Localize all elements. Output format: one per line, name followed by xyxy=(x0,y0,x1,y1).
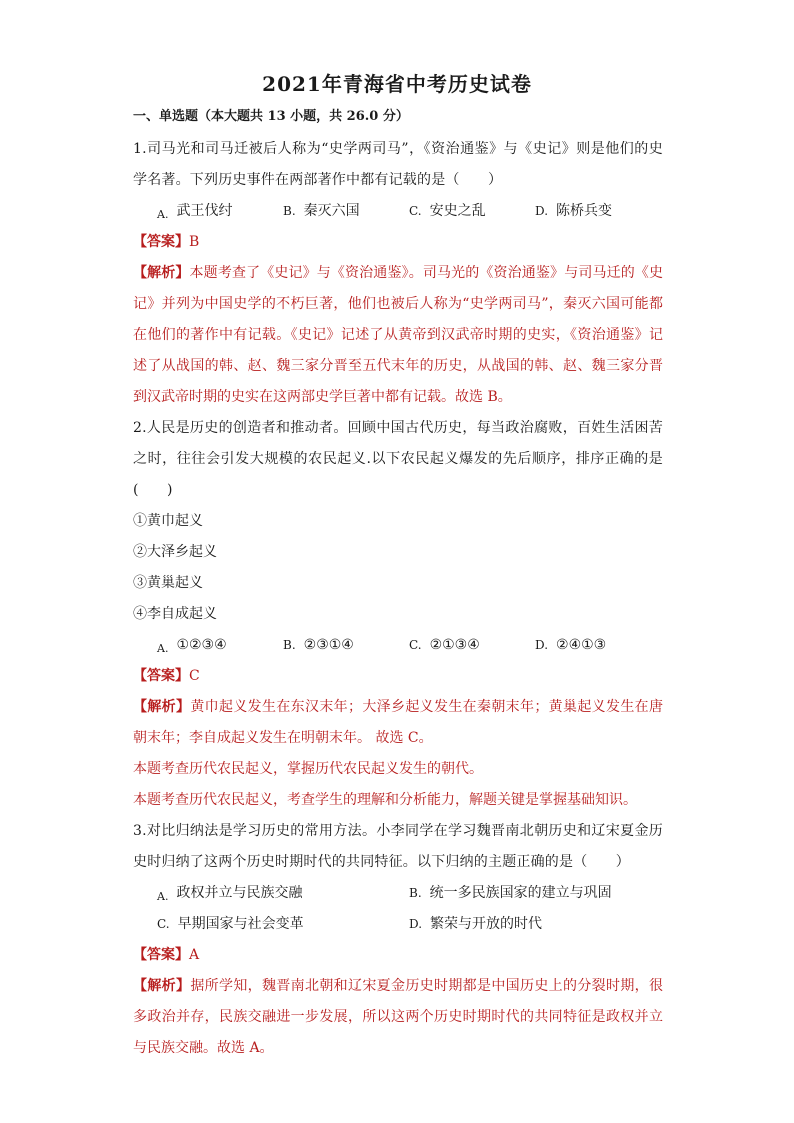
question-1-answer xyxy=(133,227,663,258)
question-3-option-b xyxy=(409,878,661,909)
question-3-analysis xyxy=(133,971,663,1064)
option-text: ②①③④ xyxy=(429,637,480,653)
option-letter: B. xyxy=(283,204,296,218)
question-2-item-2: ②大泽乡起义 xyxy=(133,544,217,560)
section-heading: 一、单选题（本大题共 13 小题，共 26.0 分） xyxy=(133,109,409,124)
analysis-tag: 【解析】 xyxy=(133,699,191,715)
option-letter: D. xyxy=(409,917,423,931)
question-2-option-c xyxy=(409,630,535,661)
question-2-item-4: ④李自成起义 xyxy=(133,606,217,622)
analysis-tag: 【解析】 xyxy=(133,265,190,281)
option-letter: C. xyxy=(409,204,422,218)
option-text: 安史之乱 xyxy=(429,203,486,219)
question-2-stem: 2.人民是历史的创造者和推动者。回顾中国古代历史，每当政治腐败，百姓生活困苦之时，往往会引发大规模的农民起义.以下农民起义爆发的先后顺序，排序正确的是( ) xyxy=(133,420,663,498)
question-2-options xyxy=(133,630,663,661)
option-text: 繁荣与开放的时代 xyxy=(430,916,543,932)
analysis-text: 据所学知，魏晋南北朝和辽宋夏金历史时期都是中国历史上的分裂时期，很多政治并存，民族交融进一步发展，所以这两个历史时期时代的共同特征是政权并立与民族交融。故选 A。 xyxy=(133,978,664,1056)
question-1-options xyxy=(133,196,663,227)
option-letter: C. xyxy=(409,638,422,652)
option-letter: B. xyxy=(283,638,296,652)
question-3-option-d xyxy=(409,909,661,940)
question-2-analysis xyxy=(133,692,663,754)
option-text: 政权并立与民族交融 xyxy=(176,885,303,901)
question-1-option-b xyxy=(283,196,409,227)
question-3-option-c xyxy=(157,909,409,940)
analysis-text: 本题考查了《史记》与《资治通鉴》。司马光的《资治通鉴》与司马迁的《史记》并列为中国史学的不朽巨著，他们也被后人称为“史学两司马”，秦灭六国可能都在他们的著作中有记载。《史记》记述了从黄帝到汉武帝时期的史实，《资治通鉴》记述了从战国的韩、赵、魏三家分晋至五代末年的历史，从战国的韩、赵、魏三家分晋到汉武帝时期的史实在这两部史学巨著中都有记载。故选 B。 xyxy=(133,265,664,405)
question-3-answer xyxy=(133,940,663,971)
option-text: ②③①④ xyxy=(303,637,354,653)
question-2-item-1: ①黄巾起义 xyxy=(133,513,203,529)
question-1-option-c xyxy=(409,196,535,227)
question-2-analysis-note-1: 本题考查历代农民起义，掌握历代农民起义发生的朝代。 xyxy=(133,761,483,777)
question-2-item-3: ③黄巢起义 xyxy=(133,575,203,591)
answer-value: C xyxy=(189,668,200,684)
option-letter: D. xyxy=(535,204,549,218)
option-text: ②④①③ xyxy=(556,637,607,653)
question-3-options-row-2 xyxy=(133,909,663,940)
option-text: 早期国家与社会变革 xyxy=(177,916,304,932)
question-2-analysis-note-2: 本题考查历代农民起义，考查学生的理解和分析能力，解题关键是掌握基础知识。 xyxy=(133,792,637,808)
exam-content xyxy=(133,104,663,1064)
analysis-text: 黄巾起义发生在东汉末年；大泽乡起义发生在秦朝末年；黄巢起义发生在唐朝末年；李自成起义发生在明朝末年。 故选 C。 xyxy=(133,699,664,746)
option-text: 武王伐纣 xyxy=(176,203,233,219)
option-letter: A. xyxy=(157,642,169,655)
option-text: ①②③④ xyxy=(176,637,227,653)
option-text: 秦灭六国 xyxy=(303,203,360,219)
option-letter: C. xyxy=(157,917,170,931)
answer-value: B xyxy=(189,234,200,250)
option-text: 统一多民族国家的建立与巩固 xyxy=(429,885,612,901)
option-letter: D. xyxy=(535,638,549,652)
answer-tag: 【答案】 xyxy=(133,668,189,684)
question-1-option-d xyxy=(535,196,661,227)
question-2-option-b xyxy=(283,630,409,661)
question-3-options-row-1 xyxy=(133,878,663,909)
page-title: 2021年青海省中考历史试卷 xyxy=(262,72,532,96)
option-text: 陈桥兵变 xyxy=(556,203,613,219)
question-1 xyxy=(133,134,663,413)
analysis-tag: 【解析】 xyxy=(133,978,191,994)
option-letter: A. xyxy=(157,890,169,903)
question-2 xyxy=(133,413,663,816)
option-letter: A. xyxy=(157,208,169,221)
question-1-analysis xyxy=(133,258,663,413)
answer-tag: 【答案】 xyxy=(133,234,189,250)
question-1-stem: 1.司马光和司马迁被后人称为“史学两司马”，《资治通鉴》与《史记》则是他们的史学名著。下列历史事件在两部著作中都有记载的是（ ） xyxy=(133,141,663,188)
option-letter: B. xyxy=(409,886,422,900)
question-1-option-a xyxy=(157,196,283,227)
question-3-option-a xyxy=(157,878,409,909)
question-2-option-a xyxy=(157,630,283,661)
question-3 xyxy=(133,816,663,1064)
question-2-answer xyxy=(133,661,663,692)
question-2-option-d xyxy=(535,630,661,661)
question-3-stem: 3.对比归纳法是学习历史的常用方法。小李同学在学习魏晋南北朝历史和辽宋夏金历史时归纳了这两个历史时期时代的共同特征。以下归纳的主题正确的是（ ） xyxy=(133,823,663,870)
answer-value: A xyxy=(189,947,200,963)
answer-tag: 【答案】 xyxy=(133,947,189,963)
